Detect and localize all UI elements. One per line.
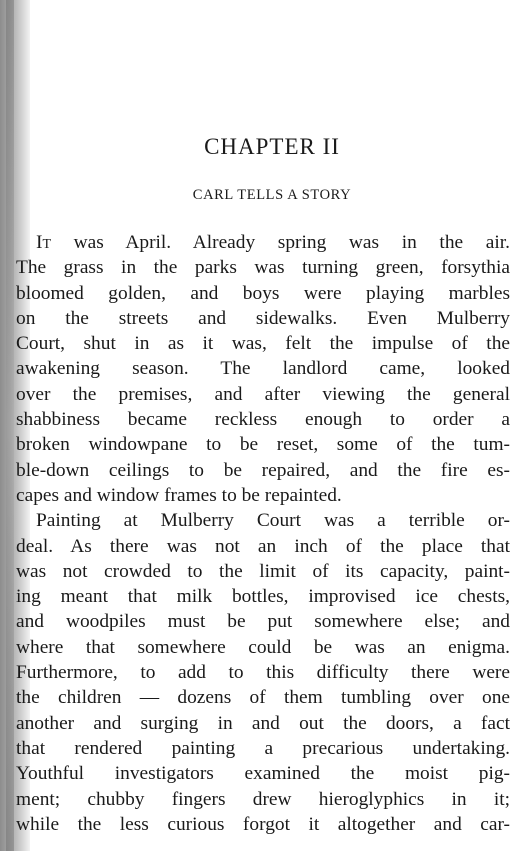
text-line: Painting at Mulberry Court was a terrible or- [36, 510, 510, 532]
text-line: broken windowpane to be reset, some of the tum- [16, 434, 510, 456]
text-line: Youthful investigators examined the moist pig- [16, 763, 510, 785]
body-text [16, 230, 510, 837]
text-line: another and surging in and out the doors, a fact [16, 712, 510, 734]
text-line: ment; chubby fingers drew hieroglyphics in it; [16, 788, 510, 810]
text-line: where that somewhere could be was an enigma. [16, 636, 510, 658]
text-line-rest: was April. Already spring was in the air. [51, 232, 510, 253]
paragraph-2 [16, 508, 510, 837]
text-line: Court, shut in as it was, felt the impulse of the [16, 333, 510, 355]
chapter-subtitle: CARL TELLS A STORY [192, 187, 352, 203]
text-line [16, 230, 510, 255]
text-line: ing meant that milk bottles, improvised ice chests, [16, 586, 510, 608]
binding-streak [6, 0, 14, 851]
text-line: while the less curious forgot it altogether and car- [16, 813, 510, 835]
text-line: the children — dozens of them tumbling over one [16, 687, 510, 709]
lead-word: It [36, 232, 52, 253]
text-line: on the streets and sidewalks. Even Mulberry [16, 307, 510, 329]
text-line: over the premises, and after viewing the general [16, 383, 510, 405]
text-line: ble-down ceilings to be repaired, and the fire es- [16, 459, 510, 481]
text-line: shabbiness became reckless enough to order a [16, 409, 510, 431]
text-line: that rendered painting a precarious undertaking. [16, 737, 510, 759]
text-line: and woodpiles must be put somewhere else; and [16, 611, 510, 633]
chapter-heading: CHAPTER II [204, 134, 340, 159]
text-line: bloomed golden, and boys were playing marbles [16, 282, 510, 304]
text-line: awakening season. The landlord came, looked [16, 358, 510, 380]
text-line: capes and window frames to be repainted. [16, 484, 342, 506]
text-line: was not crowded to the limit of its capacity, paint- [16, 560, 510, 582]
paragraph-1 [16, 230, 510, 508]
text-line: Furthermore, to add to this difficulty there were [16, 662, 510, 684]
text-line: deal. As there was not an inch of the place that [16, 535, 510, 557]
text-line: The grass in the parks was turning green, forsythia [16, 257, 510, 279]
